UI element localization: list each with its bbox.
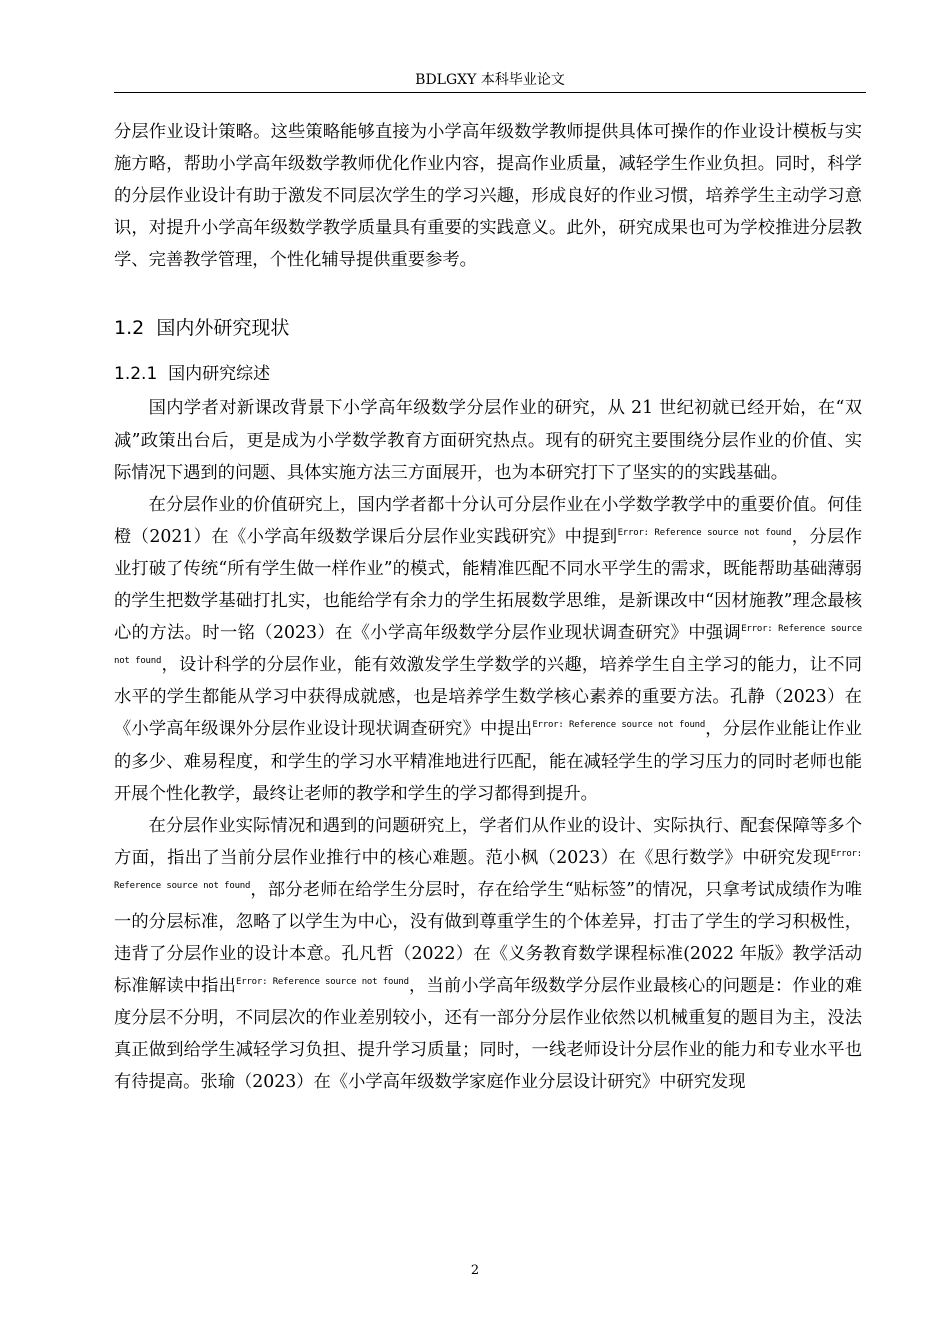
page-number: 2 <box>470 1263 480 1278</box>
paragraph-value-research <box>114 489 862 810</box>
paragraph-text: 在分层作业的价值研究上，国内学者都十分认可分层作业在小学数学教学中的重要价值。何佳橙（2021）在《小学高年级数学课后分层作业实践研究》中提到 <box>114 494 862 547</box>
section-title: 国内外研究现状 <box>156 317 290 340</box>
paragraph-text: 在分层作业实际情况和遇到的问题研究上，学者们从作业的设计、实际执行、配套保障等多个方面，指出了当前分层作业推行中的核心难题。范小枫（2023）在《思行数学》中研究发现 <box>114 815 862 868</box>
reference-error-marker: Error: Reference source not found <box>532 720 706 731</box>
page-body <box>114 116 862 1099</box>
running-header: BDLGXY 本科毕业论文 <box>114 70 866 93</box>
reference-error-marker: Error: Reference source not found <box>236 977 409 988</box>
paragraph-text: ，分层作业打破了传统“所有学生做一样作业”的模式，能精准匹配不同水平学生的需求，既能帮助基础薄弱的学生把数学基础打扎实，也能给学有余力的学生拓展数学思维，是新课改中“因材施教”理念最核心的方法。时一铭（2023）在《小学高年级数学分层作业现状调查研究》中强调 <box>114 526 862 644</box>
paragraph-research-history: 国内学者对新课改背景下小学高年级数学分层作业的研究，从 21 世纪初就已经开始，在“双减”政策出台后，更是成为小学数学教育方面研究热点。现有的研究主要围绕分层作业的价值、实际情况下遇到的问题、具体实施方法三方面展开，也为本研究打下了坚实的的实践基础。 <box>114 398 862 483</box>
reference-error-marker: Error: Reference source not found <box>114 849 862 892</box>
subsection-heading <box>114 360 862 388</box>
paragraph-text: ，部分老师在给学生分层时，存在给学生“贴标签”的情况，只拿考试成绩作为唯一的分层标准，忽略了以学生为中心，没有做到尊重学生的个体差异，打击了学生的学习积极性，违背了分层作业的设计本意。孔凡哲（2022）在《义务教育数学课程标准(2022 年版》教学活动标准解读中指出 <box>114 879 863 997</box>
paragraph-problem-research <box>114 810 862 1099</box>
paragraph-text: ，当前小学高年级数学分层作业最核心的问题是：作业的难度分层不分明，不同层次的作业差别较小，还有一部分分层作业依然以机械重复的题目为主，没法真正做到给学生减轻学习负担、提升学习质量；同时，一线老师设计分层作业的能力和专业水平也有待提高。张瑜（2023）在《小学高年级数学家庭作业分层设计研究》中研究发现 <box>114 976 862 1093</box>
reference-error-marker: Error: Reference source not found <box>114 624 863 667</box>
reference-error-marker: Error: Reference source not found <box>617 528 792 539</box>
subsection-number: 1.2.1 <box>114 364 158 385</box>
paragraph-text: ，分层作业能让作业的多少、难易程度，和学生的学习水平精准地进行匹配，能在减轻学生的学习压力的同时老师也能开展个性化教学，最终让老师的教学和学生的学习都得到提升。 <box>114 719 862 804</box>
subsection-title: 国内研究综述 <box>168 364 271 385</box>
paragraph-text: ，设计科学的分层作业，能有效激发学生学数学的兴趣，培养学生自主学习的能力，让不同水平的学生都能从学习中获得成就感，也是培养学生数学核心素养的重要方法。孔静（2023）在《小学高年级课外分层作业设计现状调查研究》中提出 <box>114 655 862 740</box>
intro-paragraph: 分层作业设计策略。这些策略能够直接为小学高年级数学教师提供具体可操作的作业设计模板与实施方略，帮助小学高年级数学教师优化作业内容，提高作业质量，减轻学生作业负担。同时，科学的分层作业设计有助于激发不同层次学生的学习兴趣，形成良好的作业习惯，培养学生主动学习意识，对提升小学高年级数学教学质量具有重要的实践意义。此外，研究成果也可为学校推进分层教学、完善教学管理，个性化辅导提供重要参考。 <box>114 122 862 271</box>
section-number: 1.2 <box>114 317 145 340</box>
section-heading <box>114 314 862 342</box>
